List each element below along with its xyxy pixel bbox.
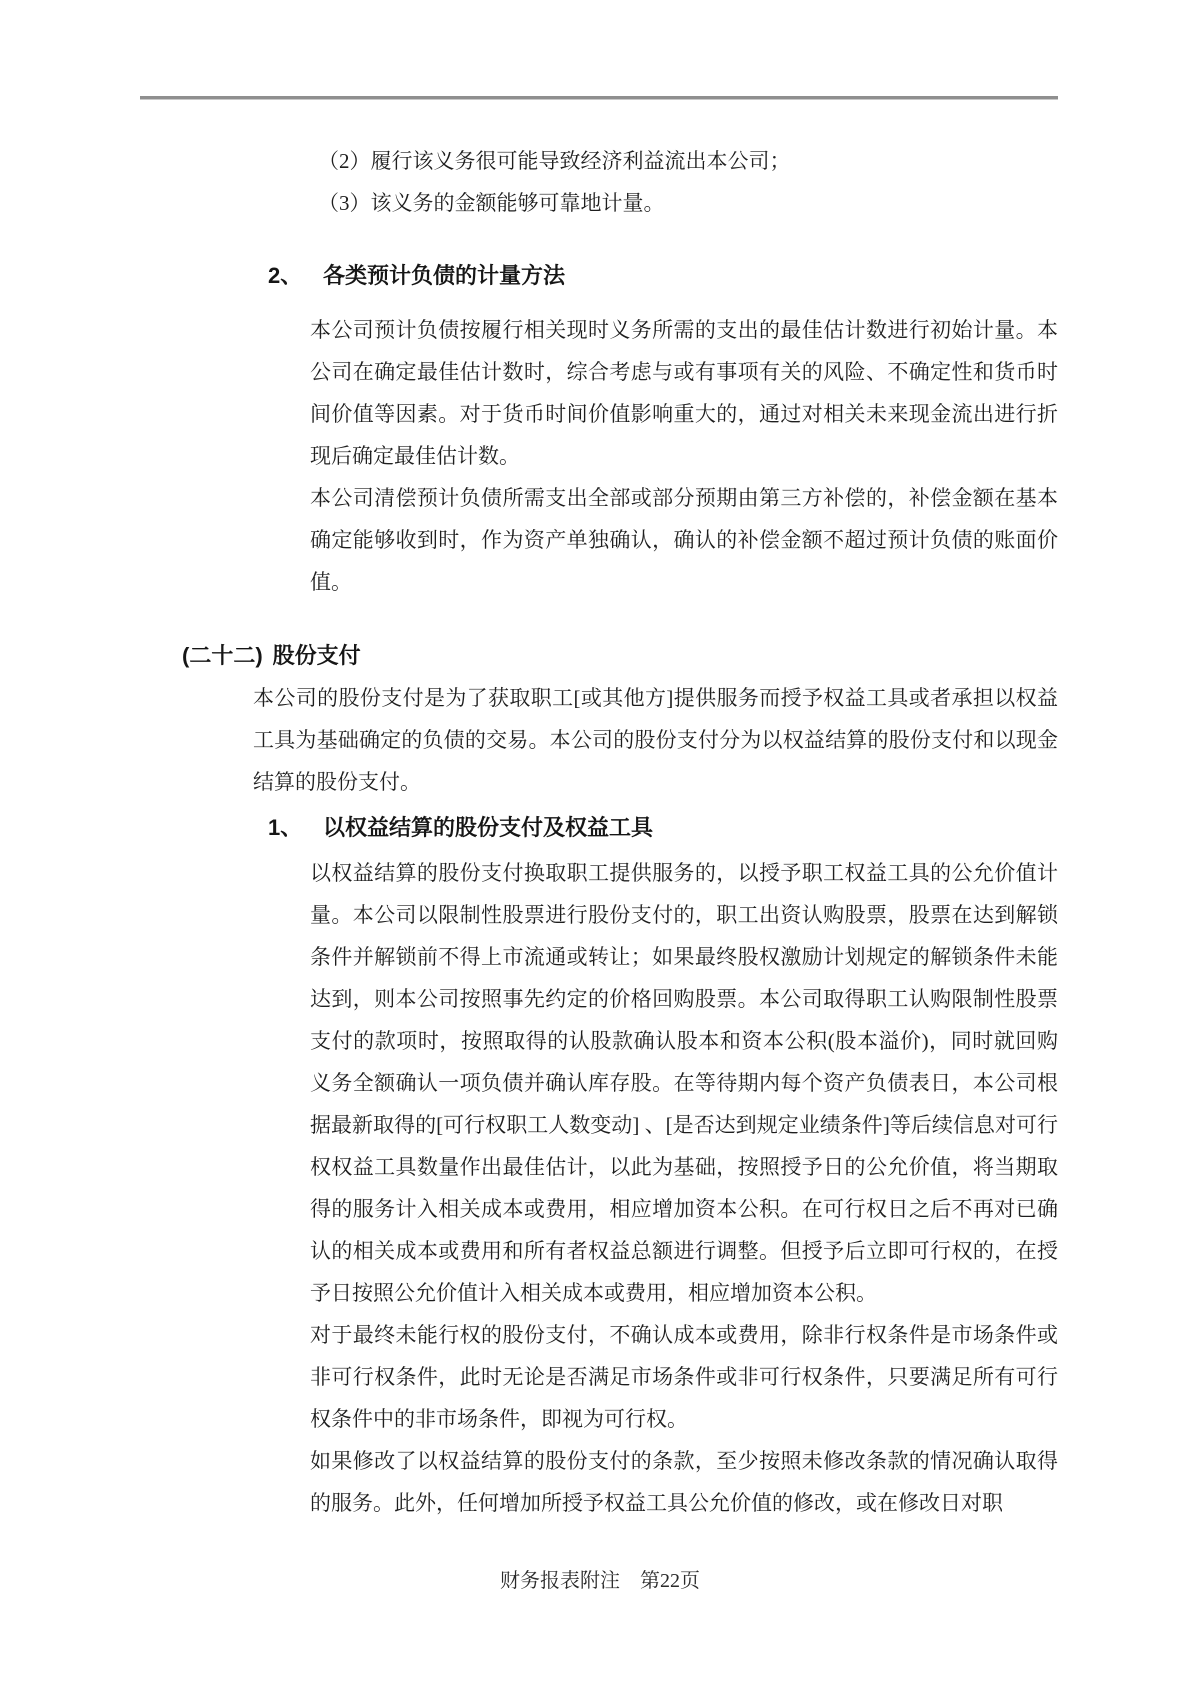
- condition-item-3: （3）该义务的金额能够可靠地计量。: [318, 191, 665, 215]
- paragraph-equity-settled-3: 如果修改了以权益结算的股份支付的条款，至少按照未修改条款的情况确认取得的服务。此外，任何增加所授予权益工具公允价值的修改，或在修改日对职: [310, 1449, 1058, 1515]
- heading-title: 以权益结算的股份支付及权益工具: [323, 815, 654, 840]
- recognition-conditions-list: [140, 140, 1058, 224]
- heading-title: 股份支付: [272, 643, 361, 668]
- page-content: [140, 0, 1058, 1524]
- heading-title: 各类预计负债的计量方法: [323, 263, 566, 288]
- heading-number: (二十二): [182, 643, 263, 668]
- header-rule: [140, 96, 1058, 100]
- paragraph-provisions-2: 本公司清偿预计负债所需支出全部或部分预期由第三方补偿的，补偿金额在基本确定能够收到时，作为资产单独确认，确认的补偿金额不超过预计负债的账面价值。: [310, 486, 1058, 594]
- paragraph-share-payment-intro: 本公司的股份支付是为了获取职工[或其他方]提供服务而授予权益工具或者承担以权益工具为基础确定的负债的交易。本公司的股份支付分为以权益结算的股份支付和以现金结算的股份支付。: [253, 686, 1058, 794]
- paragraph-equity-settled-2: 对于最终未能行权的股份支付，不确认成本或费用，除非行权条件是市场条件或非可行权条件，此时无论是否满足市场条件或非可行权条件，只要满足所有可行权条件中的非市场条件，即视为可行权。: [310, 1323, 1058, 1431]
- condition-item-2: （2）履行该义务很可能导致经济利益流出本公司；: [318, 149, 791, 173]
- heading-number: 1、: [268, 815, 303, 840]
- page-footer: 财务报表附注 第22页: [500, 1570, 700, 1592]
- heading-provisions-measurement: [268, 255, 1058, 297]
- heading-equity-settled: [268, 807, 1058, 849]
- heading-share-payment: [182, 635, 1058, 677]
- paragraph-equity-settled-1: 以权益结算的股份支付换取职工提供服务的，以授予职工权益工具的公允价值计量。本公司以限制性股票进行股份支付的，职工出资认购股票，股票在达到解锁条件并解锁前不得上市流通或转让；如果最终股权激励计划规定的解锁条件未能达到，则本公司按照事先约定的价格回购股票。本公司取得职工认购限制性股票支付的款项时，按照取得的认股款确认股本和资本公积(股本溢价)，同时就回购义务全额确认一项负债并确认库存股。在等待期内每个资产负债表日，本公司根据最新取得的[可行权职工人数变动] 、[是否达到规定业绩条件]等后续信息对可行权权益工具数量作出最佳估计，以此为基础，按照授予日的公允价值，将当期取得的服务计入相关成本或费用，相应增加资本公积。在可行权日之后不再对已确认的相关成本或费用和所有者权益总额进行调整。但授予后立即可行权的，在授予日按照公允价值计入相关成本或费用，相应增加资本公积。: [310, 861, 1058, 1305]
- heading-number: 2、: [268, 263, 303, 288]
- paragraph-provisions-1: 本公司预计负债按履行相关现时义务所需的支出的最佳估计数进行初始计量。本公司在确定最佳估计数时，综合考虑与或有事项有关的风险、不确定性和货币时间价值等因素。对于货币时间价值影响重大的，通过对相关未来现金流出进行折现后确定最佳估计数。: [310, 318, 1058, 468]
